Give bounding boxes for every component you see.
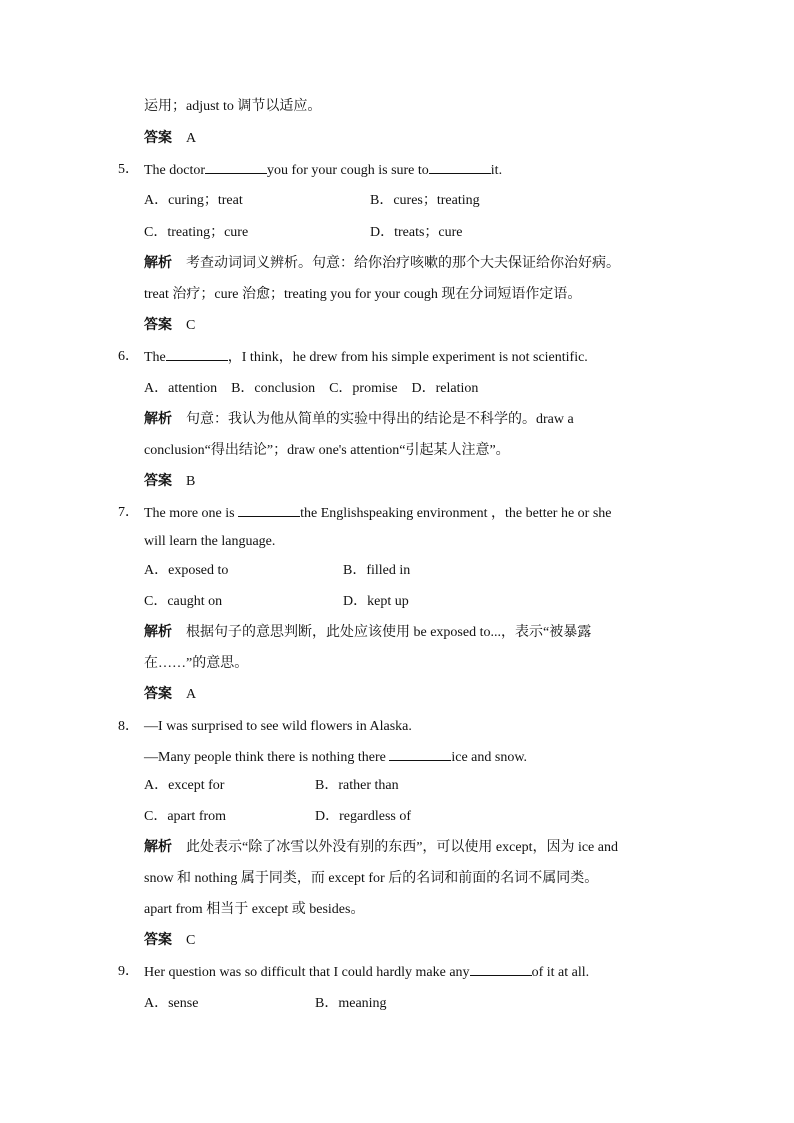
q8-option-c: C．apart from [144, 809, 227, 824]
q7-answer: 答案 A [144, 687, 197, 702]
q7-analysis-1: 解析 根据句子的意思判断，此处应该使用 be exposed to...，表示“被暴露 [144, 625, 592, 640]
q5-analysis-1: 解析 考查动词词义辨析。句意：给你治疗咳嗽的那个大夫保证给你治好病。 [144, 256, 620, 271]
q8-analysis-1: 解析 此处表示“除了冰雪以外没有别的东西”，可以使用 except，因为 ice and [144, 840, 618, 855]
q5-option-b: B．cures；treating [370, 193, 480, 208]
q9-number: 9． [118, 964, 139, 979]
q6-analysis-1: 解析 句意：我认为他从简单的实验中得出的结论是不科学的。draw a [144, 412, 574, 427]
q5-option-c: C．treating；cure [144, 225, 249, 240]
q5-number: 5． [118, 162, 139, 177]
q5-stem: The doctor you for your cough is sure to it. [144, 163, 503, 178]
q9-blank [470, 963, 532, 976]
q7-number: 7． [118, 505, 139, 520]
q7-option-a: A．exposed to [144, 563, 229, 578]
q7-option-d: D．kept up [343, 594, 409, 609]
q9-option-b: B．meaning [315, 996, 387, 1011]
q5-option-a: A．curing；treat [144, 193, 243, 208]
q5-answer: 答案 C [144, 318, 196, 333]
q7-stem-2: will learn the language. [144, 534, 276, 549]
q7-stem: The more one is the Englishspeaking environment ，the better he or she [144, 506, 612, 521]
answer-prev: 答案 A [144, 131, 197, 146]
q5-analysis-2: treat 治疗；cure 治愈；treating you for your cough 现在分词短语作定语。 [144, 287, 582, 302]
q9-option-a: A．sense [144, 996, 199, 1011]
q7-option-b: B．filled in [343, 563, 411, 578]
q5-blank-2 [429, 161, 491, 174]
q8-answer: 答案 C [144, 933, 196, 948]
q7-blank [238, 504, 300, 517]
q8-number: 8． [118, 719, 139, 734]
q6-options: A．attention B．conclusion C．promise D．relation [144, 381, 479, 396]
q9-stem: Her question was so difficult that I could hardly make any of it at all. [144, 965, 590, 980]
q7-option-c: C．caught on [144, 594, 223, 609]
q8-dialog-2: —Many people think there is nothing there ice and snow. [144, 750, 528, 765]
q5-option-d: D．treats；cure [370, 225, 463, 240]
q7-analysis-2: 在……”的意思。 [144, 656, 249, 671]
q8-analysis-3: apart from 相当于 except 或 besides。 [144, 902, 365, 917]
q8-option-a: A．except for [144, 778, 225, 793]
q6-number: 6． [118, 349, 139, 364]
q8-option-b: B．rather than [315, 778, 399, 793]
q8-analysis-2: snow 和 nothing 属于同类，而 except for 后的名词和前面的名词不属同类。 [144, 871, 599, 886]
q8-blank [389, 748, 451, 761]
intro-line: 运用；adjust to 调节以适应。 [144, 99, 322, 114]
q8-dialog-1: —I was surprised to see wild flowers in Alaska. [144, 719, 412, 734]
q5-blank-1 [205, 161, 267, 174]
q8-option-d: D．regardless of [315, 809, 412, 824]
q6-analysis-2: conclusion“得出结论”；draw one's attention“引起某人注意”。 [144, 443, 510, 458]
q6-answer: 答案 B [144, 474, 196, 489]
q6-blank [166, 348, 228, 361]
q6-stem: The ，I think，he drew from his simple experiment is not scientific. [144, 350, 588, 365]
